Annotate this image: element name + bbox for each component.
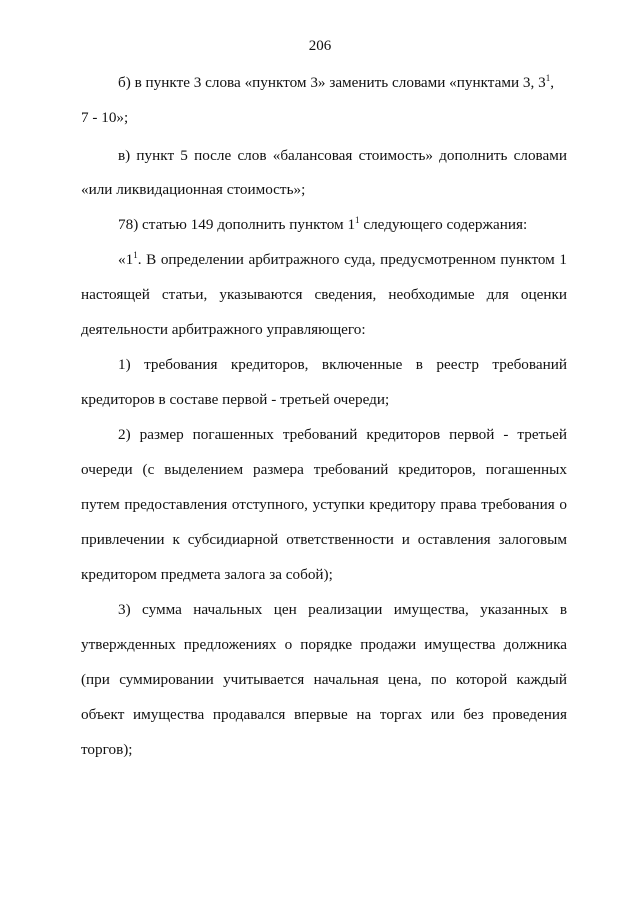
text-segment: б) в пункте 3 слова «пунктом 3» заменить словами «пунктами 3, 3 xyxy=(118,74,546,91)
item-2-line-1: 2) размер погашенных требований кредиторов первой - третьей xyxy=(118,426,567,443)
item-3-line-4: объект имущества продавался впервые на торгах или без проведения xyxy=(81,706,567,723)
paragraph-b-line-1 xyxy=(118,73,567,93)
paragraph-v-line-1: в) пункт 5 после слов «балансовая стоимость» дополнить словами xyxy=(118,147,567,164)
item-3-line-2: утвержденных предложениях о порядке продажи имущества должника xyxy=(81,636,567,653)
paragraph-1-1-line-1 xyxy=(118,250,567,270)
item-2-line-5: кредитором предмета залога за собой); xyxy=(81,566,333,583)
text-segment: «1 xyxy=(118,251,134,268)
paragraph-b-line-2: 7 - 10»; xyxy=(81,109,129,126)
item-3-line-1: 3) сумма начальных цен реализации имущества, указанных в xyxy=(118,601,567,618)
paragraph-78-line-1 xyxy=(118,215,567,235)
item-1-line-2: кредиторов в составе первой - третьей очереди; xyxy=(81,391,390,408)
text-segment: 78) статью 149 дополнить пунктом 1 xyxy=(118,216,356,233)
item-1-line-1: 1) требования кредиторов, включенные в реестр требований xyxy=(118,356,567,373)
item-3-line-3: (при суммировании учитывается начальная цена, по которой каждый xyxy=(81,671,567,688)
item-2-line-2: очереди (с выделением размера требований кредиторов, погашенных xyxy=(81,461,567,478)
paragraph-1-1-line-2: настоящей статьи, указываются сведения, необходимые для оценки xyxy=(81,286,567,303)
item-2-line-4: привлечении к субсидиарной ответственности и оставления залоговым xyxy=(81,531,567,548)
page-number: 206 xyxy=(308,38,332,54)
item-2-line-3: путем предоставления отступного, уступки кредитору права требования о xyxy=(81,496,567,513)
text-segment: , xyxy=(550,74,554,91)
superscript: 1 xyxy=(545,73,551,83)
text-segment: . В определении арбитражного суда, предусмотренном пунктом 1 xyxy=(137,251,567,268)
superscript: 1 xyxy=(355,215,360,225)
superscript: 1 xyxy=(133,250,138,260)
paragraph-1-1-line-3: деятельности арбитражного управляющего: xyxy=(81,321,366,338)
paragraph-v-line-2: «или ликвидационная стоимость»; xyxy=(81,181,306,198)
text-segment: следующего содержания: xyxy=(359,216,528,233)
item-3-line-5: торгов); xyxy=(81,741,133,758)
